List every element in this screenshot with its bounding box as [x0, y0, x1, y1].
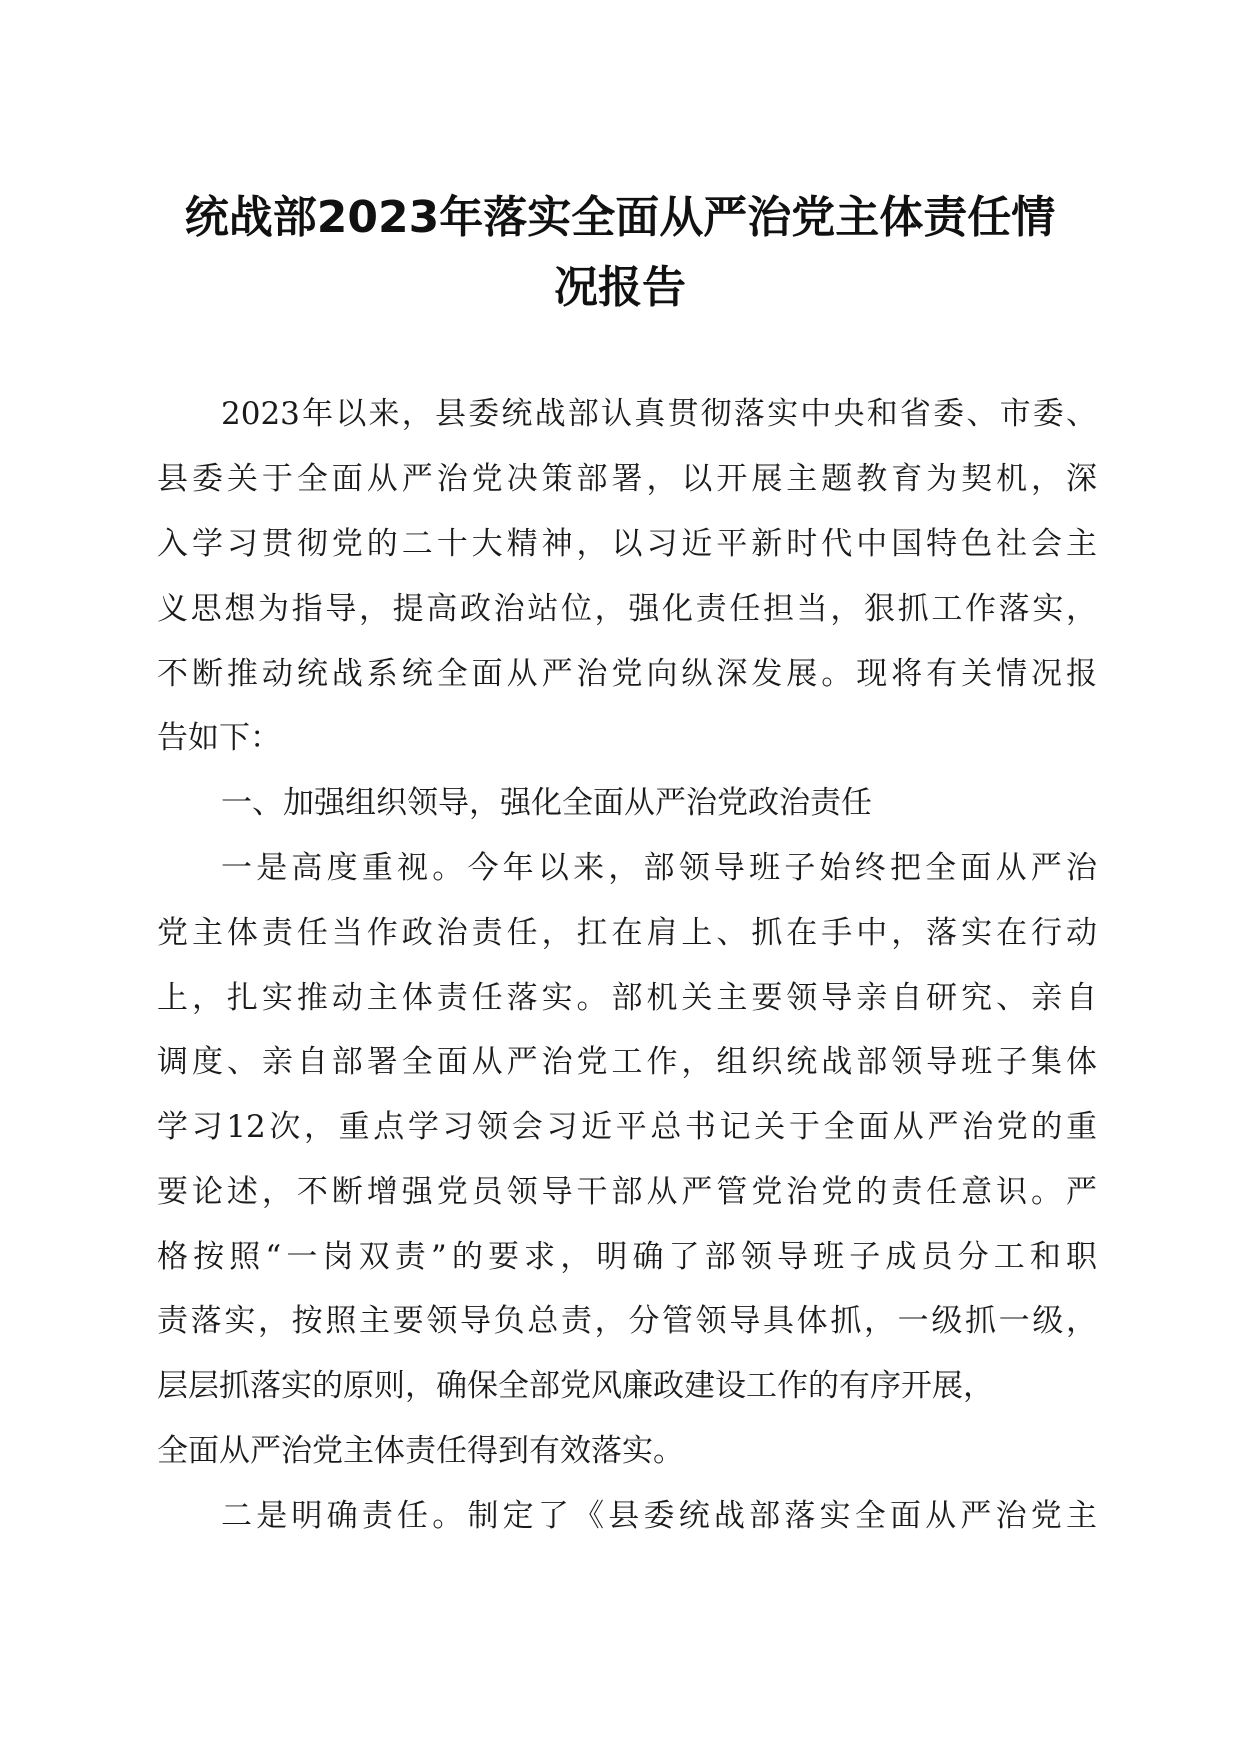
body-line: 2023年以来，县委统战部认真贯彻落实中央和省委、市委、 — [221, 396, 1097, 432]
body-line: 县委关于全面从严治党决策部署，以开展主题教育为契机，深 — [157, 461, 1097, 497]
body-line: 全面从严治党主体责任得到有效落实。 — [157, 1433, 684, 1469]
body-line: 格按照“一岗双责”的要求，明确了部领导班子成员分工和职 — [157, 1239, 1097, 1275]
body-line: 不断推动统战系统全面从严治党向纵深发展。现将有关情况报 — [157, 656, 1097, 692]
body-line: 二是明确责任。制定了《县委统战部落实全面从严治党主 — [221, 1498, 1097, 1534]
body-line: 学习12次，重点学习领会习近平总书记关于全面从严治党的重 — [157, 1109, 1097, 1145]
section-heading: 一、加强组织领导，强化全面从严治党政治责任 — [221, 785, 872, 821]
body-line: 一是高度重视。今年以来，部领导班子始终把全面从严治 — [221, 850, 1097, 886]
body-line: 上，扎实推动主体责任落实。部机关主要领导亲自研究、亲自 — [157, 980, 1097, 1016]
document-title-line-2: 况报告 — [554, 262, 686, 313]
body-line: 层层抓落实的原则，确保全部党风廉政建设工作的有序开展， — [157, 1368, 994, 1404]
body-line: 党主体责任当作政治责任，扛在肩上、抓在手中，落实在行动 — [157, 915, 1097, 951]
body-line: 责落实，按照主要领导负总责，分管领导具体抓，一级抓一级， — [157, 1303, 1097, 1339]
body-line: 告如下： — [157, 720, 281, 756]
body-line: 义思想为指导，提高政治站位，强化责任担当，狠抓工作落实， — [157, 591, 1097, 627]
body-line: 调度、亲自部署全面从严治党工作，组织统战部领导班子集体 — [157, 1044, 1097, 1080]
document-title-line-1: 统战部2023年落实全面从严治党主体责任情 — [184, 192, 1056, 243]
body-line: 要论述，不断增强党员领导干部从严管党治党的责任意识。严 — [157, 1174, 1097, 1210]
body-line: 入学习贯彻党的二十大精神，以习近平新时代中国特色社会主 — [157, 526, 1097, 562]
